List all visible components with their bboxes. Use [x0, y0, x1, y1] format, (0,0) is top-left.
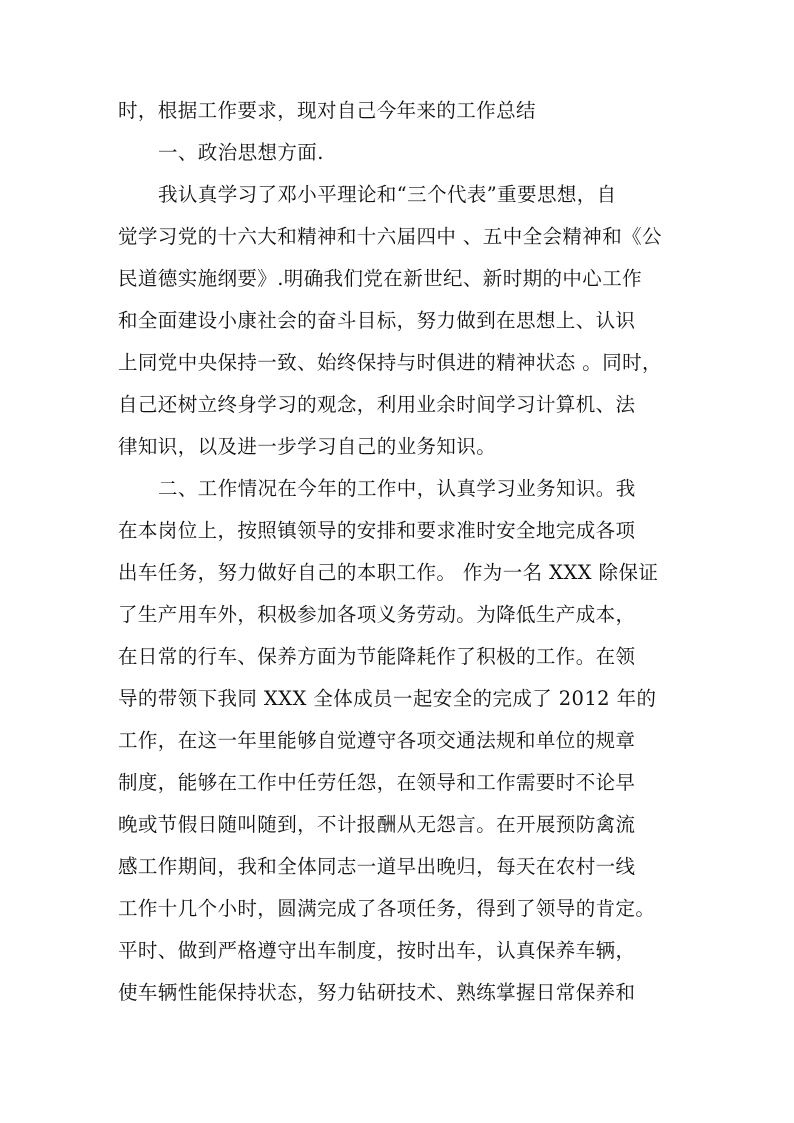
text-line: 出车任务，努力做好自己的本职工作。 作为一名 XXX 除保证 — [118, 561, 659, 584]
text-line: 上同党中央保持一致、始终保持与时俱进的精神状态 。同时， — [118, 351, 662, 374]
text-line: 觉学习党的十六大和精神和十六届四中 、五中全会精神和《公 — [118, 225, 662, 248]
text-line: 导的带领下我同 XXX 全体成员一起安全的完成了 2012 年的 — [118, 687, 657, 710]
text-line: 感工作期间，我和全体同志一道早出晚归，每天在农村一线 — [118, 855, 636, 878]
text-line: 和全面建设小康社会的奋斗目标，努力做到在思想上、认识 — [118, 309, 636, 332]
text-line: 在日常的行车、保养方面为节能降耗作了积极的工作。在领 — [118, 645, 636, 668]
text-line: 工作十几个小时，圆满完成了各项任务，得到了领导的肯定。 — [118, 897, 656, 920]
text-line: 时，根据工作要求，现对自己今年来的工作总结 — [118, 99, 536, 122]
text-line: 平时、做到严格遵守出车制度，按时出车，认真保养车辆， — [118, 939, 636, 962]
text-line: 民道德实施纲要》.明确我们党在新世纪、新时期的中心工作 — [118, 267, 642, 290]
text-line: 晚或节假日随叫随到，不计报酬从无怨言。在开展预防禽流 — [118, 813, 636, 836]
text-line: 制度，能够在工作中任劳任怨，在领导和工作需要时不论早 — [118, 771, 636, 794]
text-line: 了生产用车外，积极参加各项义务劳动。为降低生产成本， — [118, 603, 636, 626]
text-line: 在本岗位上，按照镇领导的安排和要求准时安全地完成各项 — [118, 519, 636, 542]
section-heading: 一、政治思想方面. — [158, 141, 324, 164]
section-heading: 二、工作情况在今年的工作中，认真学习业务知识。我 — [158, 477, 636, 500]
text-line: 我认真学习了邓小平理论和“三个代表”重要思想，自 — [158, 183, 617, 206]
text-line: 自己还树立终身学习的观念，利用业余时间学习计算机、法 — [118, 393, 636, 416]
text-line: 律知识，以及进一步学习自己的业务知识。 — [118, 435, 497, 458]
text-line: 使车辆性能保持状态，努力钻研技术、熟练掌握日常保养和 — [118, 981, 636, 1004]
text-line: 工作，在这一年里能够自觉遵守各项交通法规和单位的规章 — [118, 729, 636, 752]
